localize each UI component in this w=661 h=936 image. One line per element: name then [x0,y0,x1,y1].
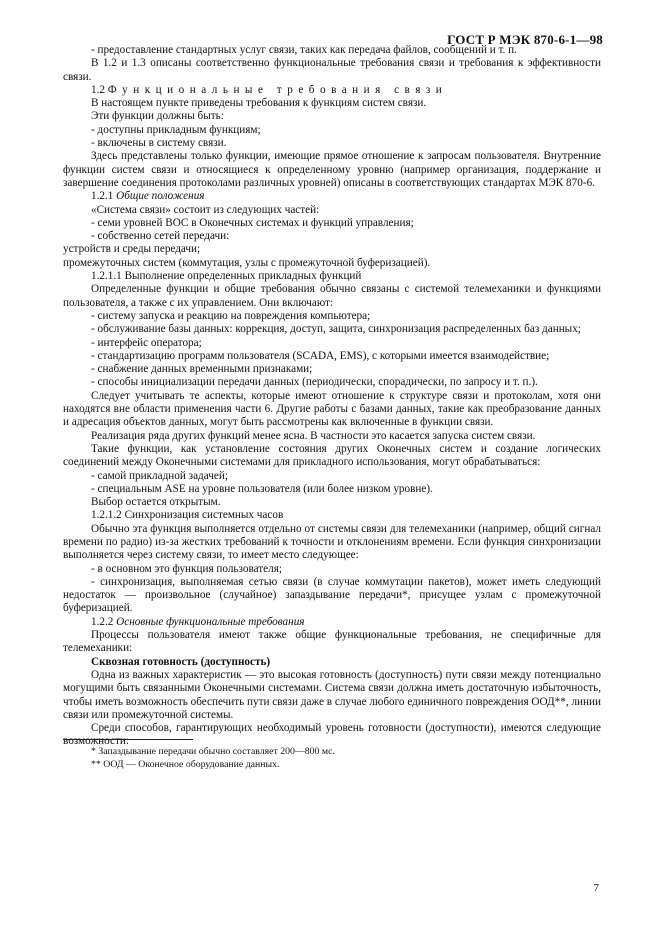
list-item: - в основном это функция пользователя; [91,562,282,575]
page-number: 7 [593,882,599,894]
list-subitem: устройств и среды передачи; [63,243,201,256]
list-item: - семи уровней ВОС в Оконечных системах и функций управления; [91,216,414,229]
section-heading-1-2 [63,84,601,97]
list-item: - обслуживание базы данных: коррекция, доступ, защита, синхронизация распределенных баз данных; [91,323,581,336]
list-item: - систему запуска и реакцию на повреждения компьютера; [91,309,371,322]
list-item: - способы инициализации передачи данных (периодически, спорадически, по запросу и т. п.). [91,376,538,389]
list-item: - самой прикладной задачей; [91,469,228,482]
section-heading-1-2-1-2: 1.2.1.2 Синхронизация системных часов [91,509,284,522]
list-item: - интерфейс оператора; [91,336,202,349]
section-heading-1-2-1-1: 1.2.1.1 Выполнение определенных прикладных функций [91,270,362,283]
list-item: - собственно сетей передачи: [91,230,230,243]
paragraph: Здесь представлены только функции, имеющие прямое отношение к запросам пользователя. Внутренние функции систем связи и относящиеся к определенному уровню (например организация, поддержание и завершение соединения протоколами различных уровней) описаны в соответствующих стандартах МЭК 870-6. [63,150,601,189]
footnote-divider [63,739,193,740]
body-text [63,44,601,749]
section-number: 1.2 [91,83,105,96]
paragraph: Эти функции должны быть: [91,110,224,123]
document-number-header: ГОСТ Р МЭК 870-6-1—98 [447,32,603,47]
bold-subheading: Сквозная готовность (доступность) [91,655,271,668]
list-item: - включены в систему связи. [91,137,227,150]
paragraph: Одна из важных характеристик — это высокая готовность (доступность) пути связи между потенциально могущими быть связанными Оконечными системами. Система связи должна иметь достаточную избыточность, чтобы иметь возможность обеспечить пути связи даже в случае любого единичного повреждения ООД**, линии связи или промежуточной системы. [63,668,601,721]
paragraph: В 1.2 и 1.3 описаны соответственно функциональные требования связи и требования к эффективности связи. [63,57,601,83]
footnote: * Запаздывание передачи обычно составляет 200—800 мс. [91,746,335,757]
section-heading-1-2-2 [63,616,601,629]
paragraph: Следует учитывать те аспекты, которые имеют отношение к структуре связи и протоколам, хотя они находятся вне области применения части 6. Другие работы с базами данных, такие как преобразование данных и адресация объектов данных, могут быть рассмотрены как включенные в функции связи. [63,389,601,429]
paragraph: В настоящем пункте приведены требования к функциям систем связи. [91,97,427,110]
paragraph: Среди способов, гарантирующих необходимый уровень готовности (доступности), имеются следующие возможности: [63,722,601,748]
list-subitem: промежуточных систем (коммутация, узлы с промежуточной буферизацией). [63,256,431,269]
footnote: ** ООД — Оконечное оборудование данных. [91,758,280,770]
section-number: 1.2.1 [91,190,114,203]
paragraph: Такие функции, как установление состояния других Оконечных систем и создание логических соединений между Оконечными системами для прикладного использования, могут обрабатываться: [63,442,601,469]
list-item: - стандартизацию программ пользователя (SCADA, EMS), с которыми имеется взаимодействие; [91,349,550,362]
footnotes [63,746,601,771]
paragraph: Выбор остается открытым. [91,496,221,509]
paragraph: Обычно эта функция выполняется отдельно от системы связи для телемеханики (например, общий сигнал времени по радио) из-за жестких требований к точности и отклонениям времени. Если функция синхронизации выполняется через систему связи, то имеет место следующее: [63,522,601,562]
section-title: Функциональные требования связи [107,83,448,96]
section-title: Общие положения [116,190,205,203]
list-item: - снабжение данных временными признаками; [91,363,313,376]
paragraph: - предоставление стандартных услуг связи, таких как передача файлов, сообщений и т. п. [91,44,517,56]
paragraph: Процессы пользователя имеют также общие функциональные требования, не специфичные для телемеханики: [63,629,601,655]
paragraph: «Система связи» состоит из следующих частей: [91,203,320,216]
list-item: - специальным ASE на уровне пользователя (или более низком уровне). [91,482,433,495]
section-title: Основные функциональные требования [116,615,305,628]
paragraph: Реализация ряда других функций менее ясна. В частности это касается запуска систем связи. [91,429,536,442]
section-heading-1-2-1 [63,190,601,203]
list-item: - доступны прикладным функциям; [91,123,261,136]
paragraph: Определенные функции и общие требования обычно связаны с системой телемеханики и функциями пользователя, а также с их управлением. Они включают: [63,283,601,309]
section-number: 1.2.2 [91,615,114,628]
list-item: - синхронизация, выполняемая сетью связи (в случае коммутации пакетов), может иметь следующий недостаток — произвольное (случайное) запаздывание передачи*, присущее узлам с промежуточной буферизацией. [63,575,601,615]
